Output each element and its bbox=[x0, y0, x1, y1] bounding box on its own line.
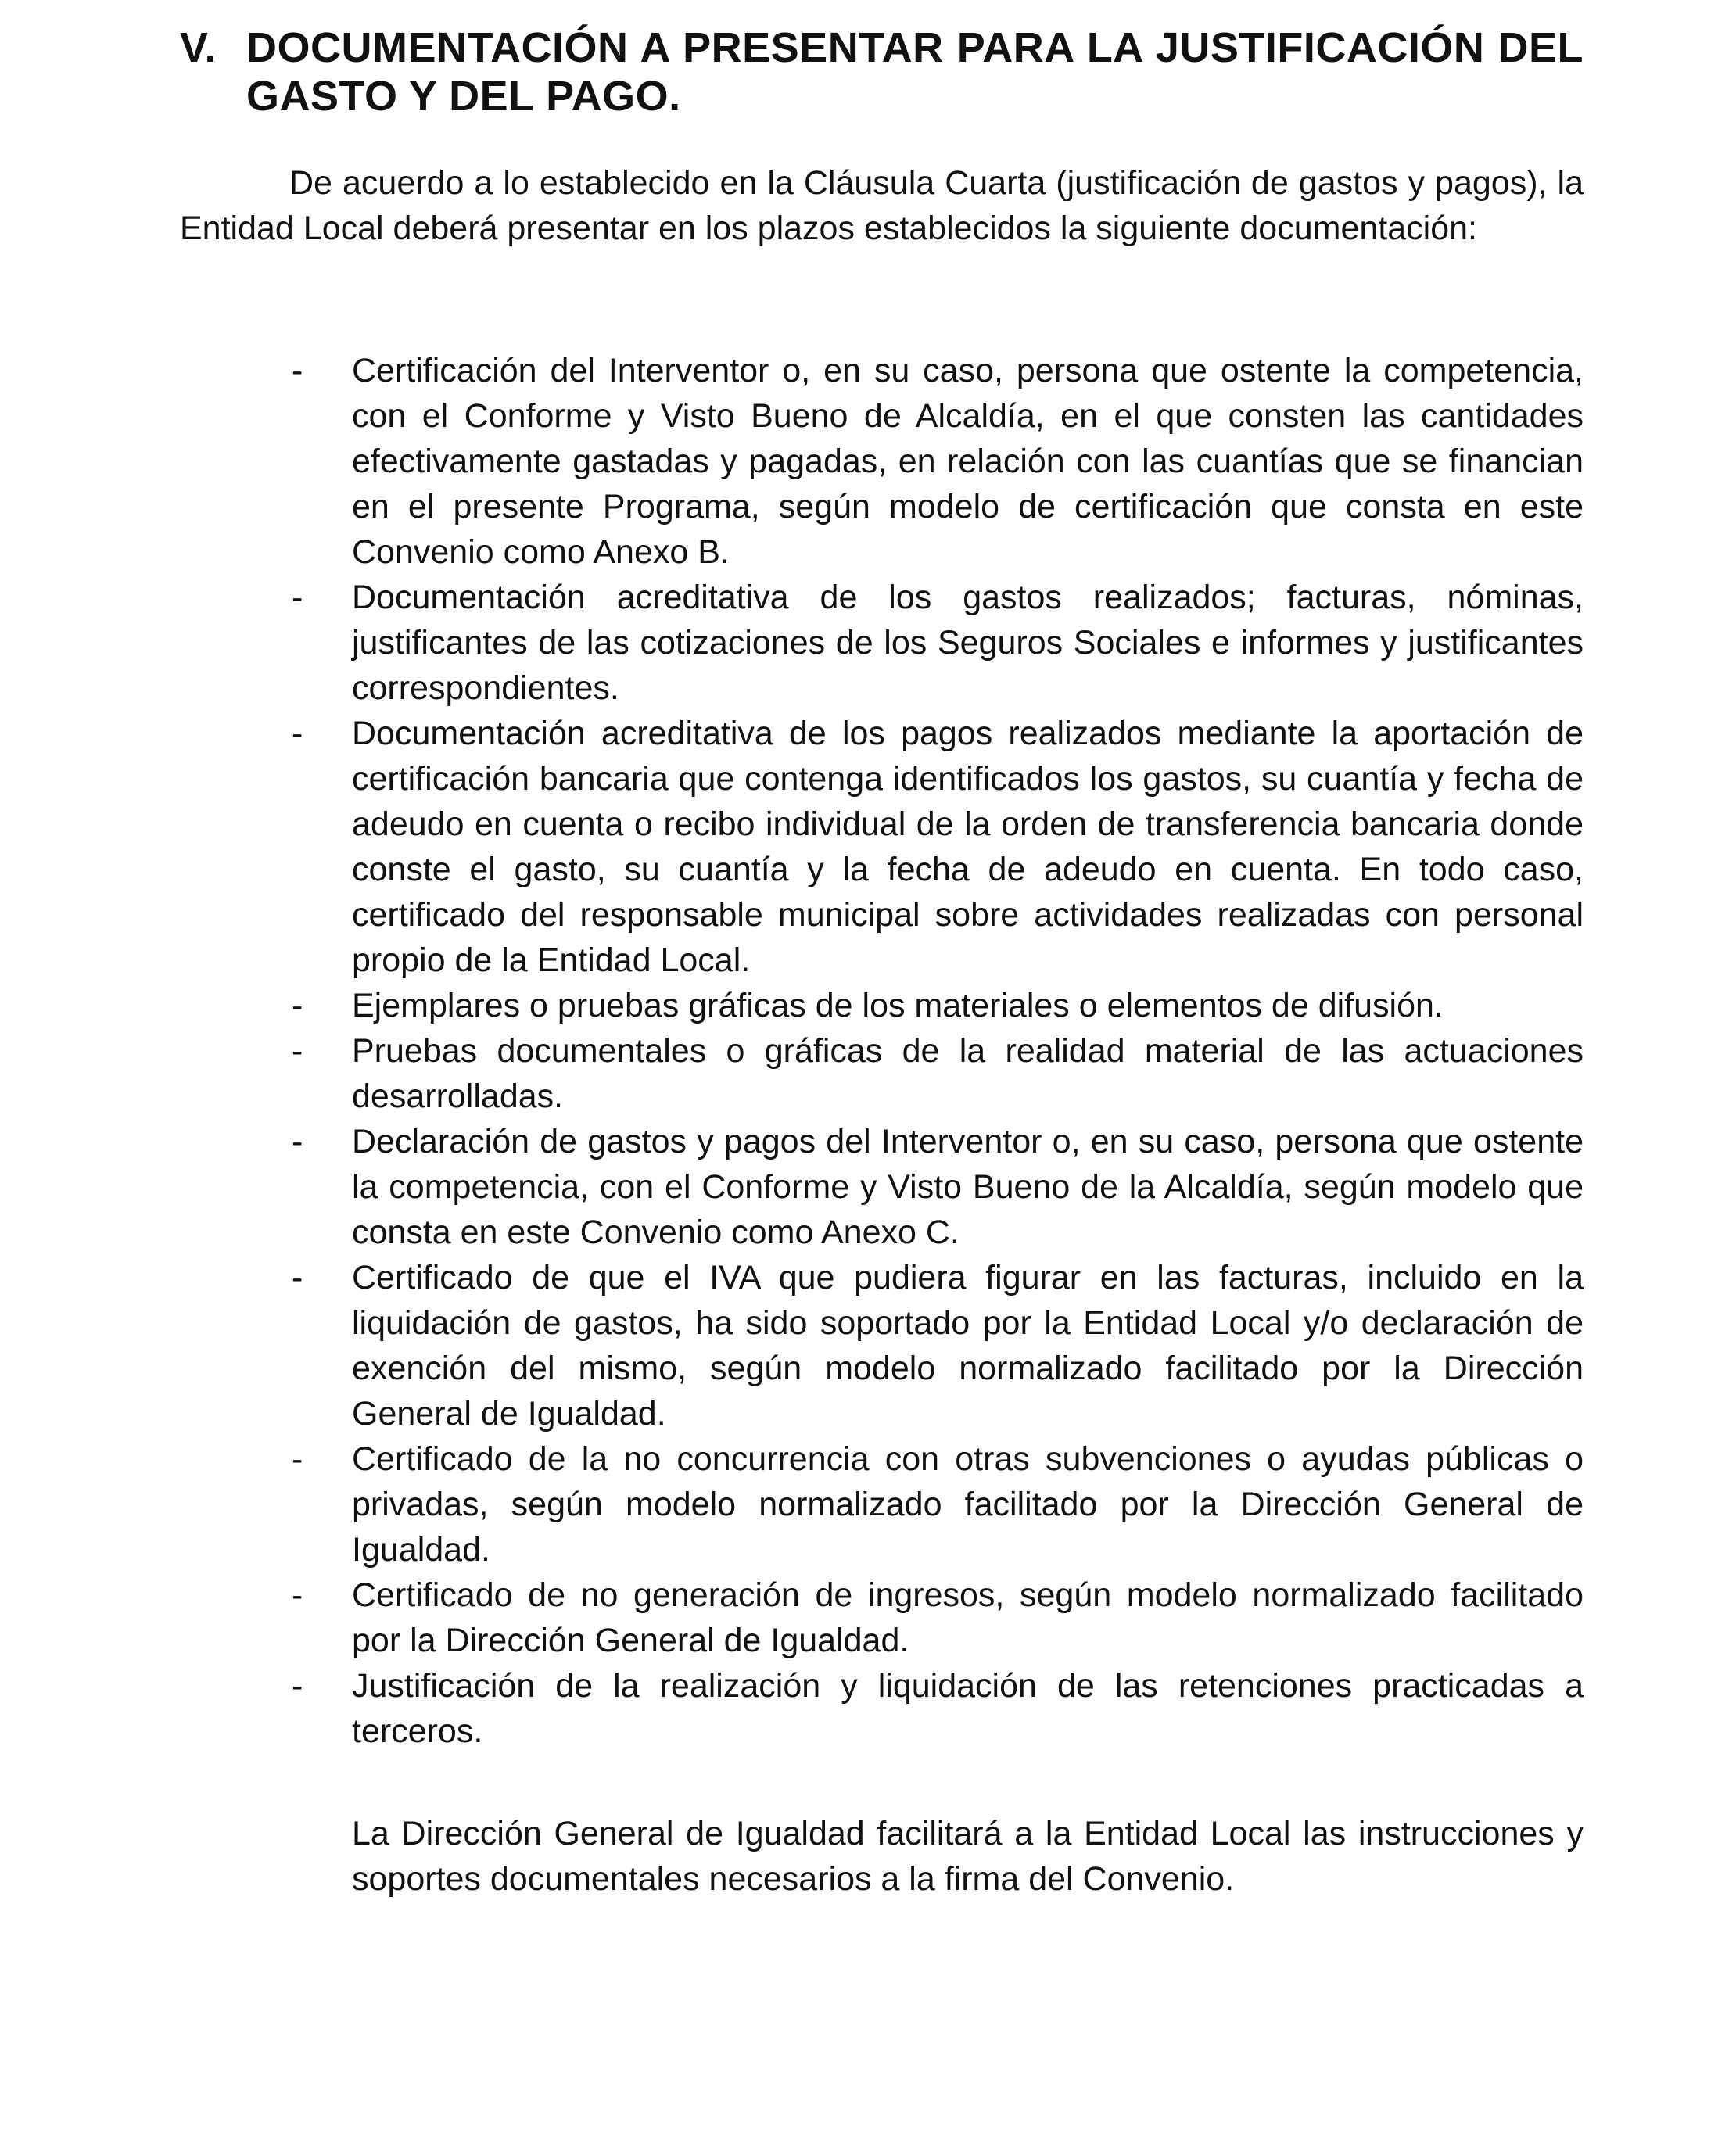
list-item-text: Documentación acreditativa de los pagos realizados mediante la aportación de certificación bancaria que contenga identificados los gastos, su cuantía y fecha de adeudo en cuenta o recibo individual de la orden de transferencia bancaria donde conste el gasto, su cuantía y la fecha de adeudo en cuenta. En todo caso, certificado del responsable municipal sobre actividades realizadas con personal propio de la Entidad Local. bbox=[352, 715, 1584, 979]
list-item-text: Declaración de gastos y pagos del Interventor o, en su caso, persona que ostente la competencia, con el Conforme y Visto Bueno de la Alcaldía, según modelo que consta en este Convenio como Anexo C. bbox=[352, 1123, 1584, 1251]
list-item-text: Ejemplares o pruebas gráficas de los materiales o elementos de difusión. bbox=[352, 987, 1444, 1024]
list-item-text: Documentación acreditativa de los gastos realizados; facturas, nóminas, justificantes de las cotizaciones de los Seguros Sociales e informes y justificantes correspondientes. bbox=[352, 579, 1584, 707]
bullet-dash: - bbox=[292, 1123, 303, 1160]
bullet-dash: - bbox=[292, 987, 303, 1024]
list-item bbox=[180, 1255, 1584, 1436]
list-item bbox=[180, 1028, 1584, 1119]
list-item-text: Pruebas documentales o gráficas de la realidad material de las actuaciones desarrolladas. bbox=[352, 1032, 1584, 1115]
bullet-dash: - bbox=[292, 1576, 303, 1614]
intro-paragraph: De acuerdo a lo establecido en la Cláusula Cuarta (justificación de gastos y pagos), la Entidad Local deberá presentar en los plazos establecidos la siguiente documentación: bbox=[180, 164, 1584, 247]
list-item bbox=[180, 1663, 1584, 1754]
bullet-dash: - bbox=[292, 1259, 303, 1296]
section-number: V. bbox=[180, 24, 217, 71]
list-item-text: Certificado de que el IVA que pudiera figurar en las facturas, incluido en la liquidación de gastos, ha sido soportado por la Entidad Local y/o declaración de exención del mismo, según modelo normalizado facilitado por la Dirección General de Igualdad. bbox=[352, 1259, 1584, 1432]
list-item-text: Certificado de no generación de ingresos, según modelo normalizado facilitado por la Dirección General de Igualdad. bbox=[352, 1576, 1584, 1659]
bullet-dash: - bbox=[292, 352, 303, 389]
list-item bbox=[180, 711, 1584, 983]
list-item-text: Certificado de la no concurrencia con otras subvenciones o ayudas públicas o privadas, según modelo normalizado facilitado por la Dirección General de Igualdad. bbox=[352, 1440, 1584, 1569]
section-heading bbox=[180, 23, 1584, 120]
documentation-list bbox=[180, 348, 1584, 1754]
list-item-text: Certificación del Interventor o, en su caso, persona que ostente la competencia, con el Conforme y Visto Bueno de Alcaldía, en el que consten las cantidades efectivamente gastadas y pagadas, en relación con las cuantías que se financian en el presente Programa, según modelo de certificación que consta en este Convenio como Anexo B. bbox=[352, 352, 1584, 571]
list-item bbox=[180, 575, 1584, 711]
bullet-dash: - bbox=[292, 1440, 303, 1478]
bullet-dash: - bbox=[292, 579, 303, 616]
list-item bbox=[180, 1119, 1584, 1255]
list-item-text: Justificación de la realización y liquidación de las retenciones practicadas a terceros. bbox=[352, 1667, 1584, 1750]
bullet-dash: - bbox=[292, 1032, 303, 1070]
closing-paragraph: La Dirección General de Igualdad facilitará a la Entidad Local las instrucciones y soportes documentales necesarios a la firma del Convenio. bbox=[352, 1815, 1584, 1898]
bullet-dash: - bbox=[292, 1667, 303, 1705]
list-item bbox=[180, 348, 1584, 575]
bullet-dash: - bbox=[292, 715, 303, 752]
list-item bbox=[180, 1572, 1584, 1663]
list-item bbox=[180, 983, 1584, 1028]
list-item bbox=[180, 1436, 1584, 1572]
section-title: DOCUMENTACIÓN A PRESENTAR PARA LA JUSTIFICACIÓN DEL GASTO Y DEL PAGO. bbox=[246, 24, 1584, 120]
